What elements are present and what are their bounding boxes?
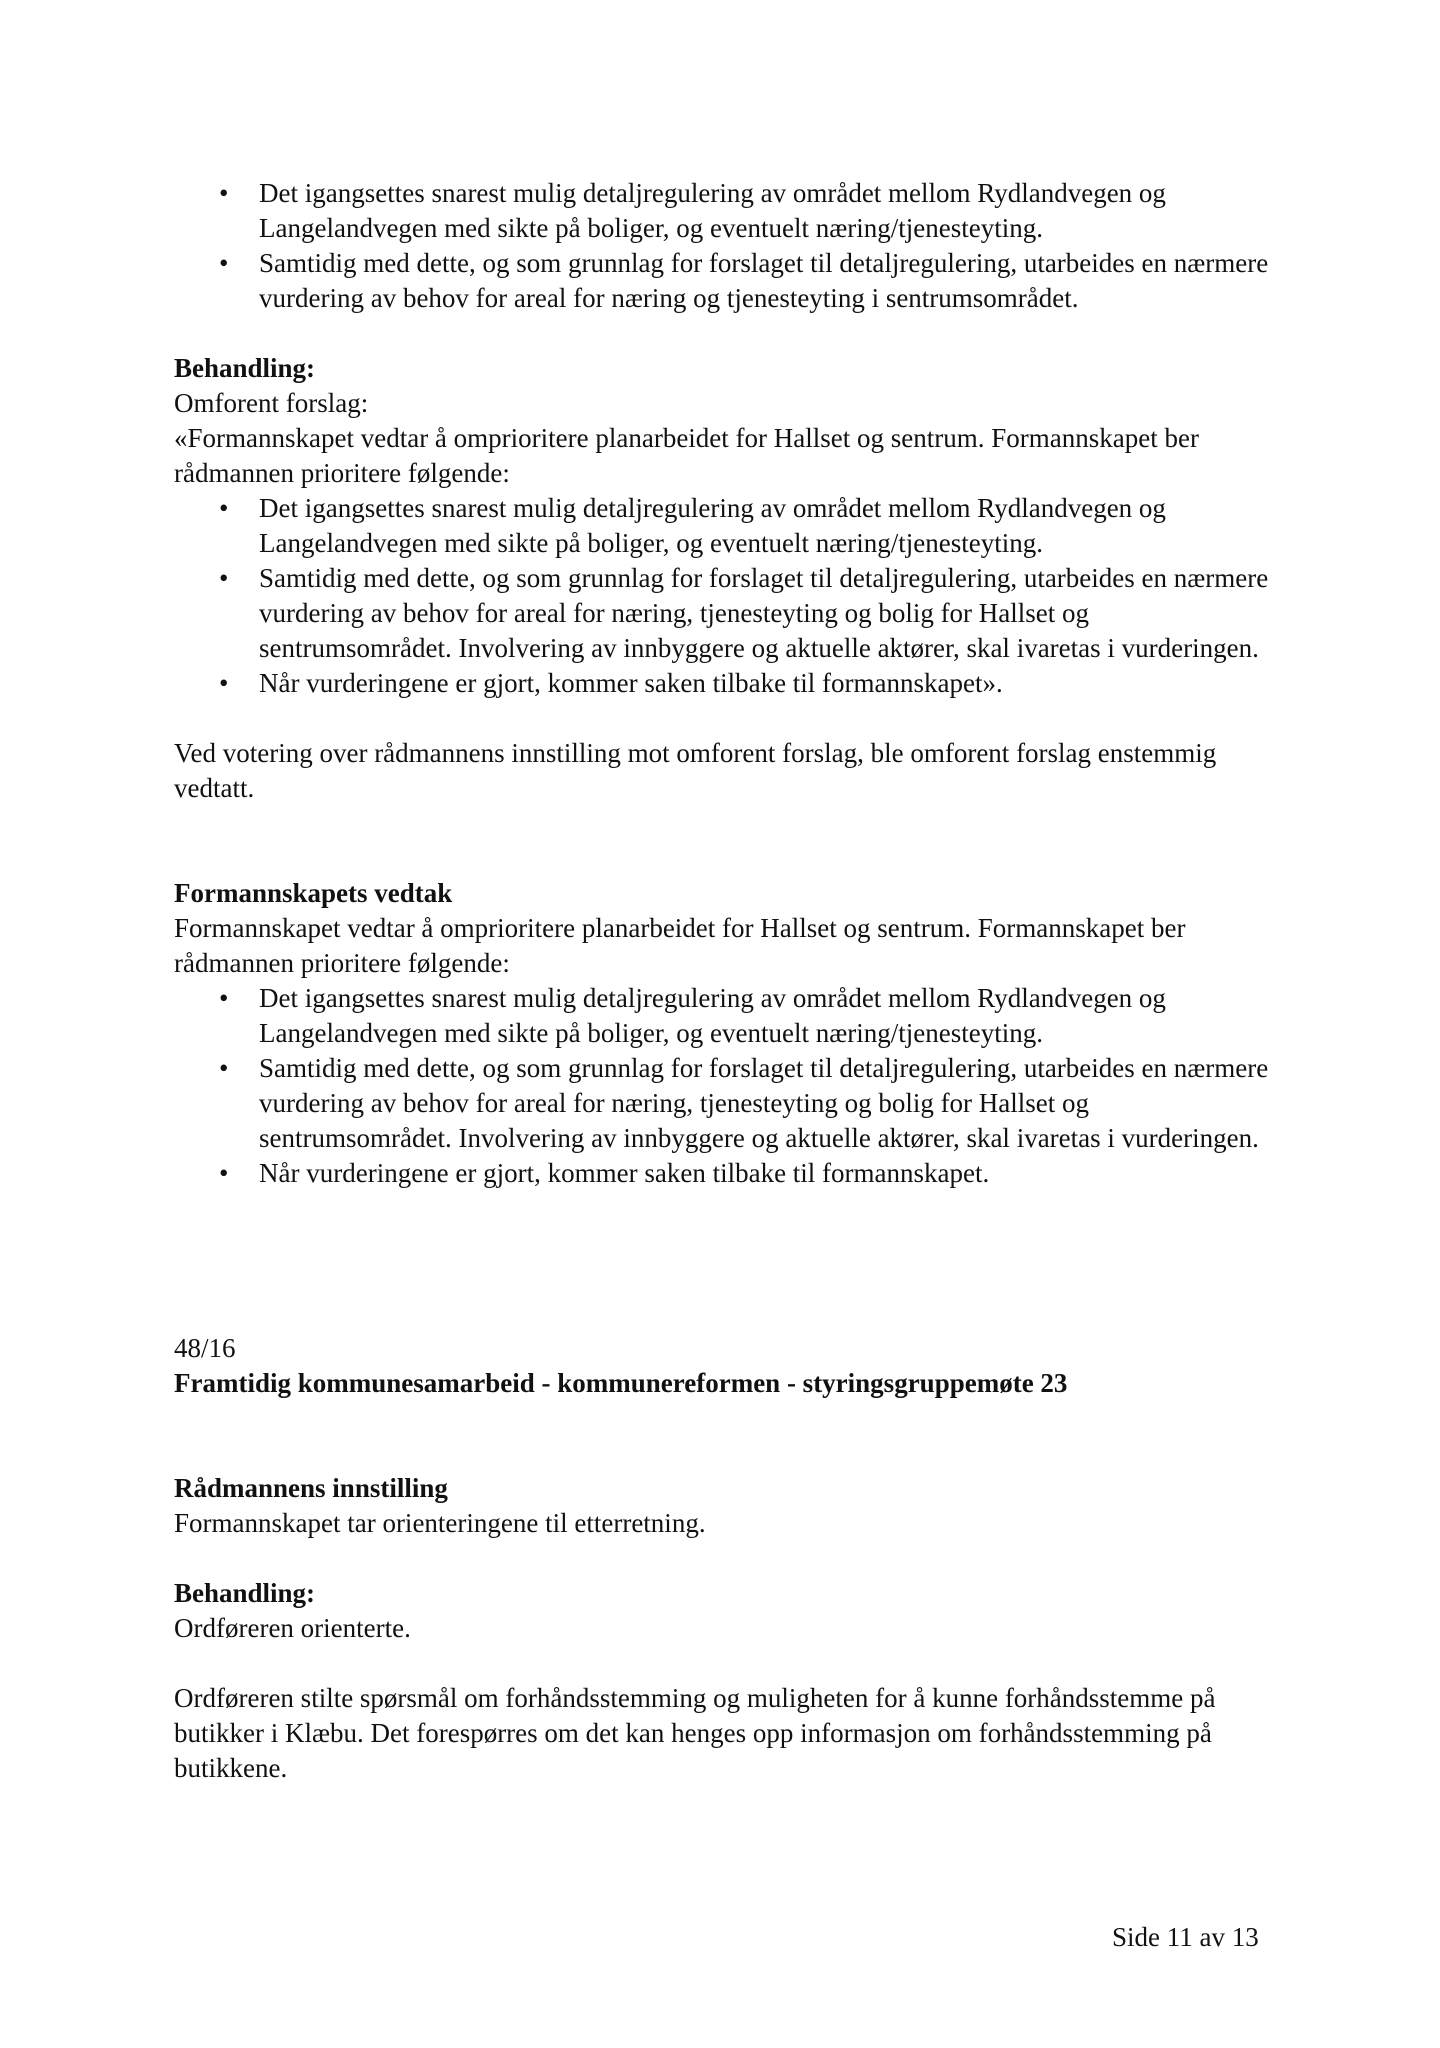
vedtak-intro: Formannskapet vedtar å omprioritere planarbeidet for Hallset og sentrum. Formannskapet ber rådmannen prioritere følgende: — [174, 913, 1186, 978]
document-page — [174, 176, 1274, 1786]
behandling-line: Ordføreren orienterte. — [174, 1613, 411, 1643]
vedtak-bullet-list — [174, 981, 1274, 1191]
page-number: Side 11 av 13 — [1112, 1922, 1259, 1952]
list-item: • Det igangsettes snarest mulig detaljregulering av området mellom Rydlandvegen og Langelandvegen med sikte på boliger, og eventuelt næring/tjenesteyting. — [259, 491, 1274, 561]
omforent-forslag-label: Omforent forslag: — [174, 388, 369, 418]
innstilling-heading: Rådmannens innstilling — [174, 1473, 448, 1503]
proposal-bullet-list — [174, 491, 1274, 701]
list-item: • Det igangsettes snarest mulig detaljregulering av området mellom Rydlandvegen og Langelandvegen med sikte på boliger, og eventuelt næring/tjenesteyting. — [259, 176, 1274, 246]
behandling-paragraph: Ordføreren stilte spørsmål om forhåndsstemming og muligheten for å kunne forhåndsstemme på butikker i Klæbu. Det forespørres om det kan henges opp informasjon om forhåndsstemming på butikkene. — [174, 1683, 1216, 1783]
list-item: • Når vurderingene er gjort, kommer saken tilbake til formannskapet. — [259, 1156, 1274, 1191]
innstilling-text: Formannskapet tar orienteringene til etterretning. — [174, 1508, 706, 1538]
behandling-heading-2: Behandling: — [174, 1578, 316, 1608]
case-number: 48/16 — [174, 1333, 236, 1363]
list-item: • Samtidig med dette, og som grunnlag for forslaget til detaljregulering, utarbeides en nærmere vurdering av behov for areal for næring og tjenesteyting i sentrumsområdet. — [259, 246, 1274, 316]
case-title: Framtidig kommunesamarbeid - kommunereformen - styringsgruppemøte 23 — [174, 1368, 1068, 1398]
voting-result: Ved votering over rådmannens innstilling mot omforent forslag, ble omforent forslag enstemmig vedtatt. — [174, 738, 1217, 803]
intro-bullet-list — [174, 176, 1274, 316]
proposal-intro: «Formannskapet vedtar å omprioritere planarbeidet for Hallset og sentrum. Formannskapet ber rådmannen prioritere følgende: — [174, 423, 1199, 488]
list-item: • Det igangsettes snarest mulig detaljregulering av området mellom Rydlandvegen og Langelandvegen med sikte på boliger, og eventuelt næring/tjenesteyting. — [259, 981, 1274, 1051]
behandling-heading: Behandling: — [174, 353, 316, 383]
list-item: • Samtidig med dette, og som grunnlag for forslaget til detaljregulering, utarbeides en nærmere vurdering av behov for areal for næring, tjenesteyting og bolig for Hallset og sentrumsområdet. Involvering av innbyggere og aktuelle aktører, skal ivaretas i vurderingen. — [259, 561, 1274, 666]
vedtak-heading: Formannskapets vedtak — [174, 878, 453, 908]
list-item: • Samtidig med dette, og som grunnlag for forslaget til detaljregulering, utarbeides en nærmere vurdering av behov for areal for næring, tjenesteyting og bolig for Hallset og sentrumsområdet. Involvering av innbyggere og aktuelle aktører, skal ivaretas i vurderingen. — [259, 1051, 1274, 1156]
list-item: • Når vurderingene er gjort, kommer saken tilbake til formannskapet». — [259, 666, 1274, 701]
